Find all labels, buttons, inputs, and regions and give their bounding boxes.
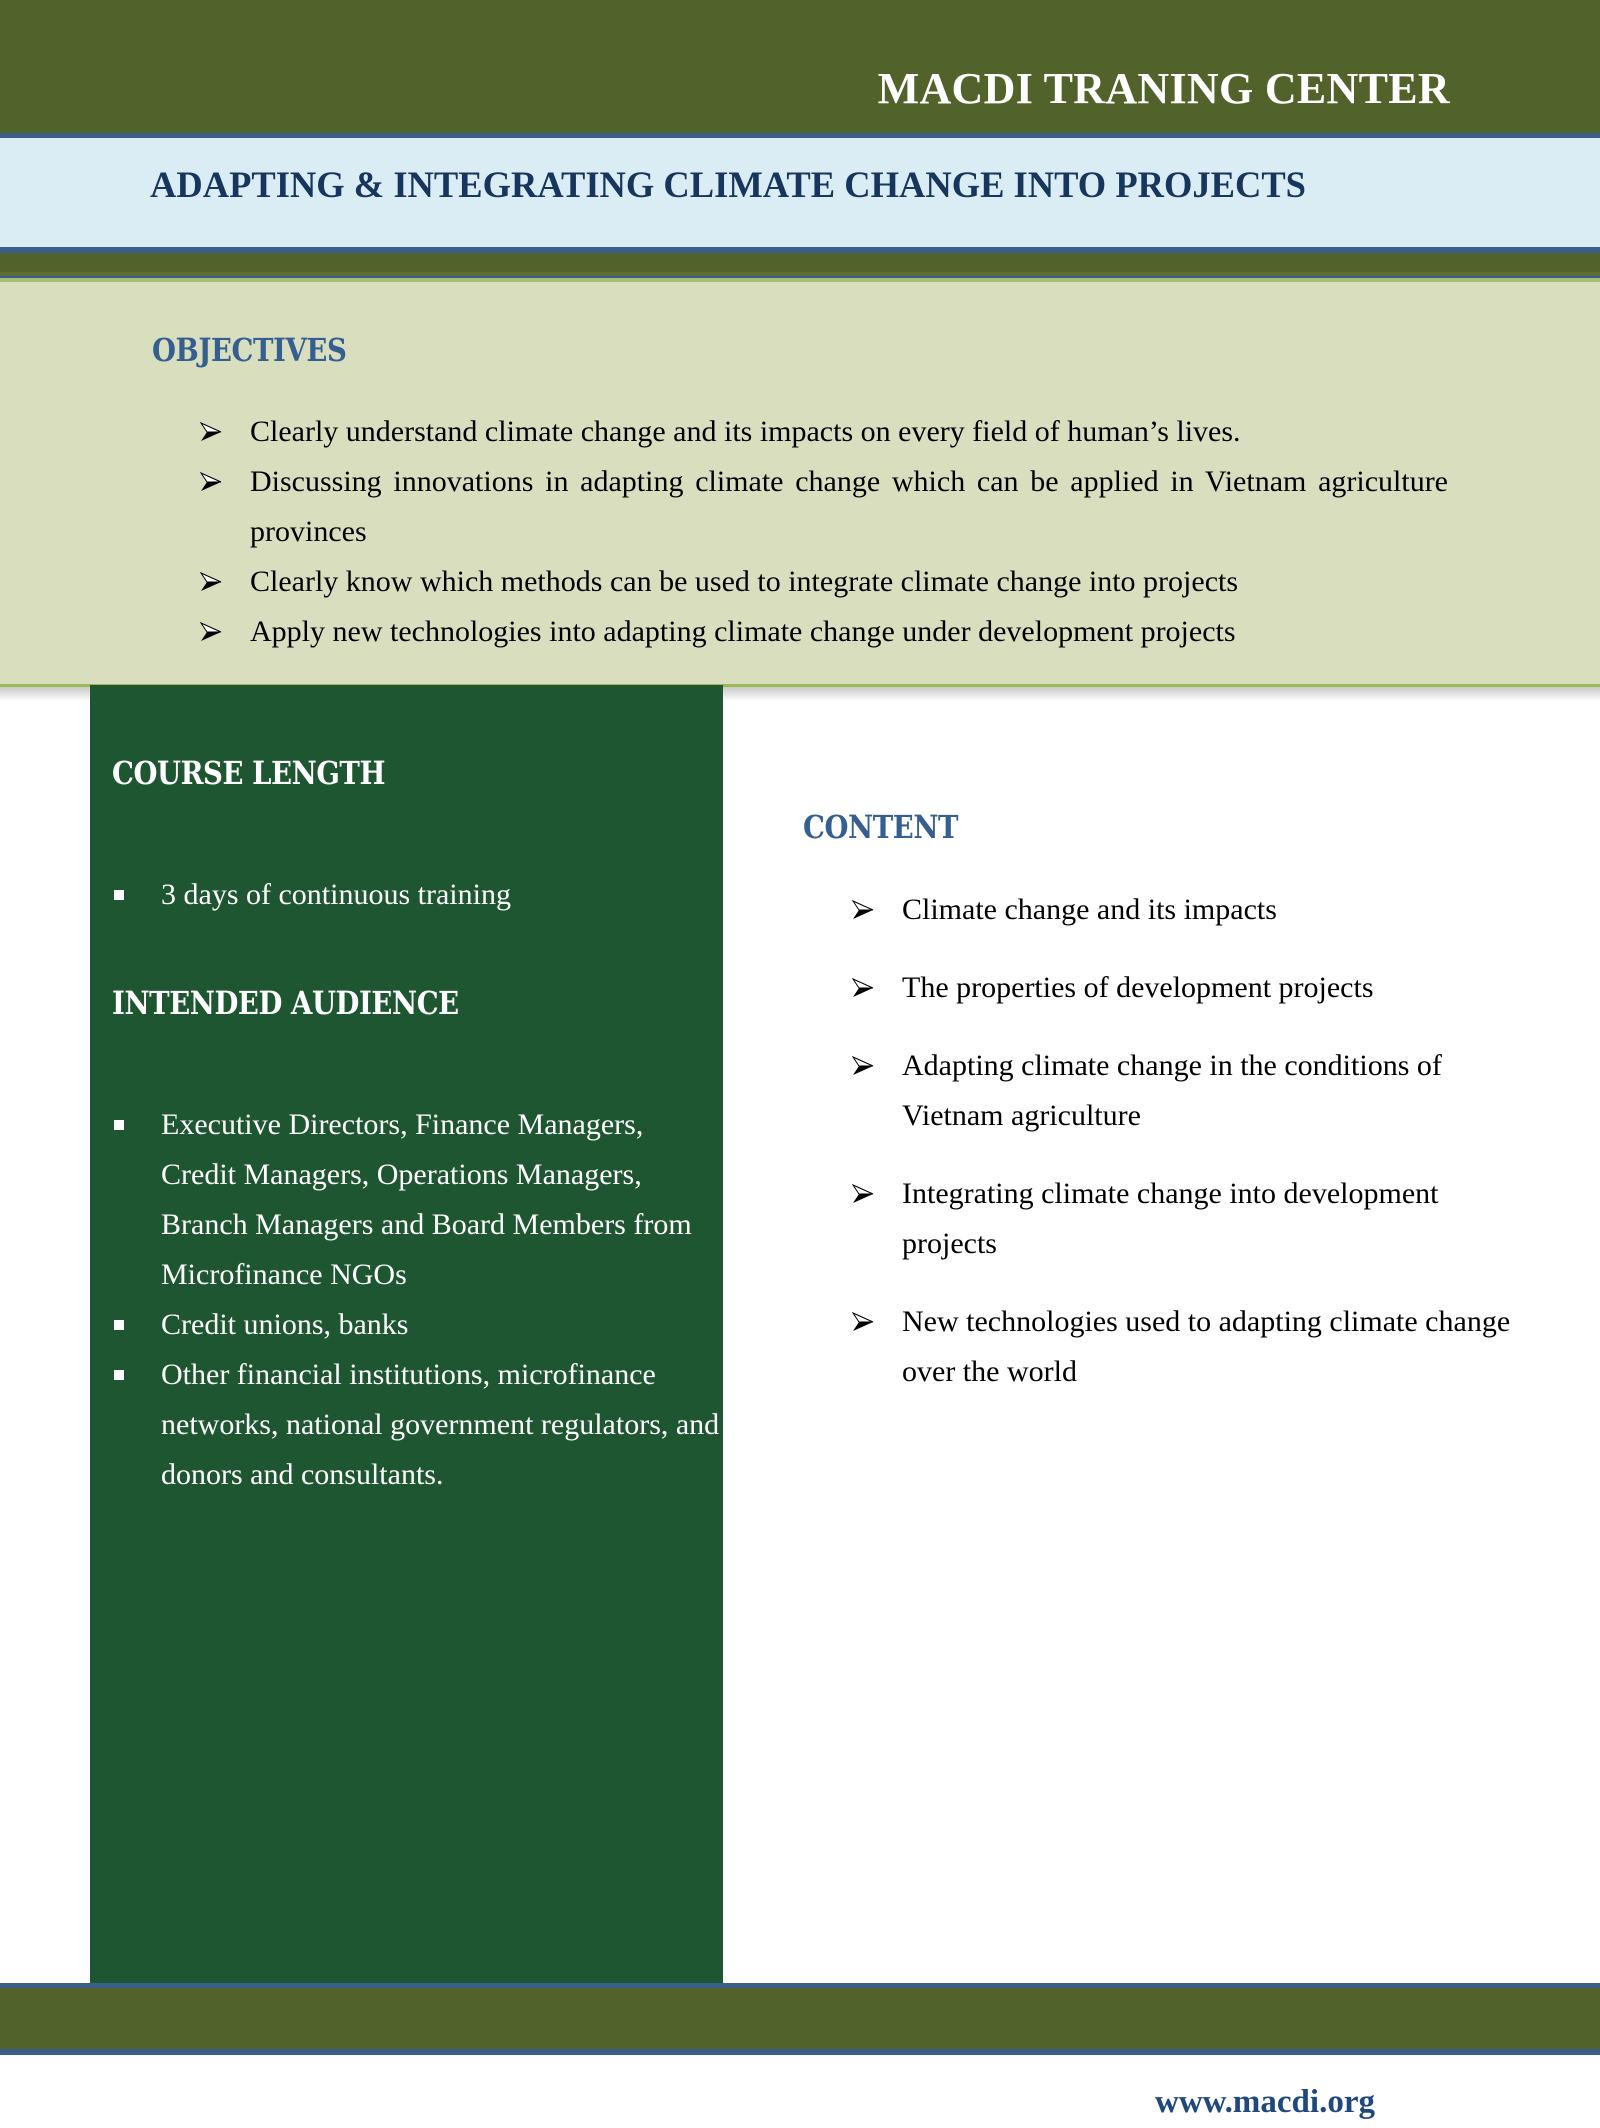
course-title: ADAPTING & INTEGRATING CLIMATE CHANGE INTO PROJECTS [150,164,1306,205]
content-item [902,963,1532,1013]
content-text: Adapting climate change in the conditions of Vietnam agriculture [902,1049,1442,1132]
audience-text: Other financial institutions, microfinance networks, national government regulators, and donors and consultants. [161,1358,720,1491]
intended-audience-list [161,1100,721,1500]
footer-band [0,1988,1600,2049]
content-text: New technologies used to adapting climate change over the world [902,1305,1511,1388]
content-list [902,885,1532,1425]
website-link[interactable]: www.macdi.org [1155,2084,1375,2120]
audience-item [161,1300,721,1350]
audience-item [161,1350,721,1500]
olive-strip [0,253,1600,272]
intended-audience-heading: INTENDED AUDIENCE [112,984,459,1022]
content-item [902,1041,1532,1141]
arrow-bullet-icon [852,1311,874,1333]
objective-item [250,407,1448,457]
objective-text: Clearly understand climate change and its impacts on every field of human’s lives. [250,415,1241,448]
footer-divider-bottom [0,2049,1600,2055]
content-text: The properties of development projects [902,971,1374,1004]
arrow-bullet-icon [852,1055,874,1077]
course-length-text: 3 days of continuous training [161,878,511,911]
content-text: Climate change and its impacts [902,893,1277,926]
brand-title: MACDI TRANING CENTER [877,64,1450,113]
course-length-heading: COURSE LENGTH [112,754,386,792]
audience-text: Credit unions, banks [161,1308,409,1341]
audience-text: Executive Directors, Finance Managers, Credit Managers, Operations Managers, Branch Managers and Board Members from Microfinance NGOs [161,1108,692,1291]
objective-text: Discussing innovations in adapting climate change which can be applied in Vietnam agriculture provinces [250,465,1448,548]
objectives-heading: OBJECTIVES [152,331,347,369]
arrow-bullet-icon [200,621,222,643]
arrow-bullet-icon [852,1183,874,1205]
course-length-list [161,870,701,920]
content-text: Integrating climate change into development projects [902,1177,1439,1260]
objective-item [250,457,1448,557]
square-bullet-icon [114,1370,124,1380]
content-heading: CONTENT [803,808,959,846]
objective-item [250,607,1448,657]
objectives-list [250,407,1448,657]
objective-text: Apply new technologies into adapting climate change under development projects [250,615,1236,648]
arrow-bullet-icon [200,421,222,443]
arrow-bullet-icon [852,899,874,921]
square-bullet-icon [114,1120,124,1130]
content-item [902,1169,1532,1269]
objective-text: Clearly know which methods can be used to integrate climate change into projects [250,565,1239,598]
square-bullet-icon [114,1320,124,1330]
arrow-bullet-icon [200,471,222,493]
arrow-bullet-icon [852,977,874,999]
content-item [902,1297,1532,1397]
audience-item [161,1100,721,1300]
course-length-item [161,870,701,920]
objective-item [250,557,1448,607]
content-item [902,885,1532,935]
arrow-bullet-icon [200,571,222,593]
square-bullet-icon [114,890,124,900]
